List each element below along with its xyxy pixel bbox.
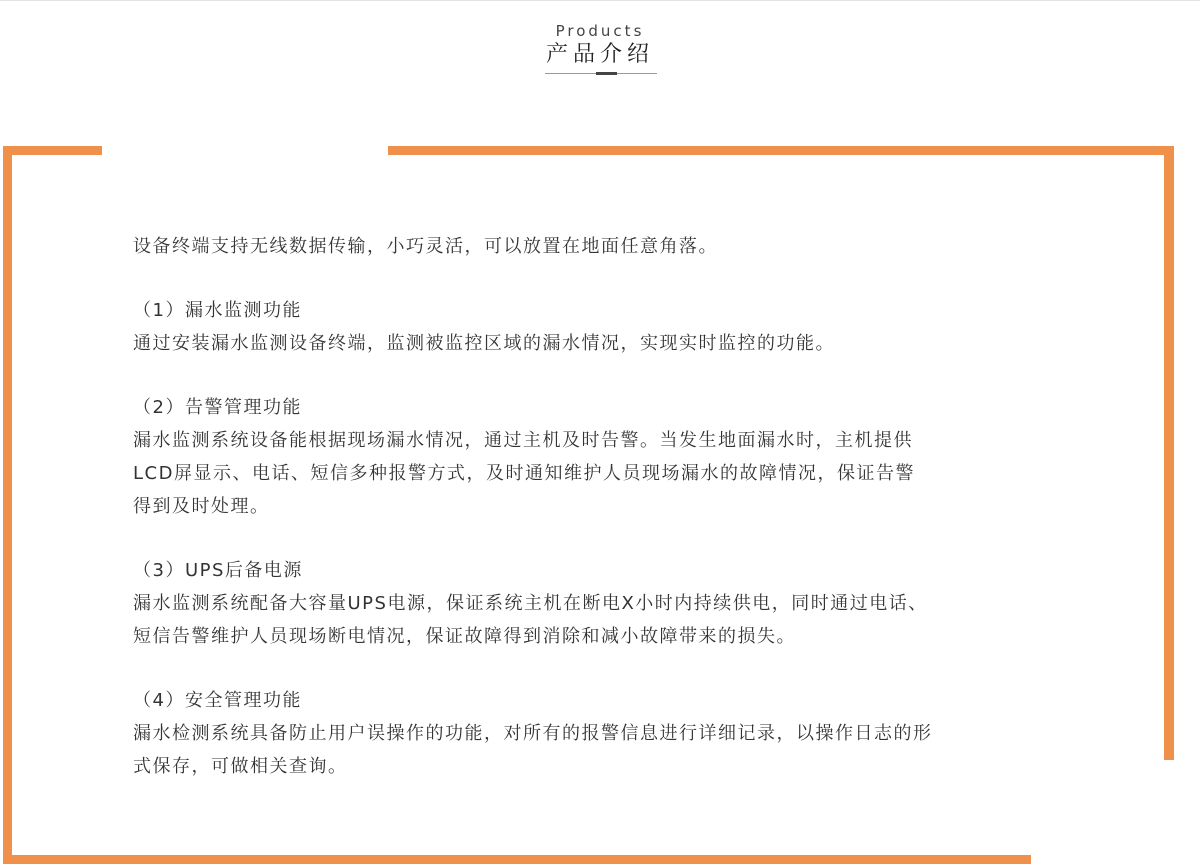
section-line: 漏水监测系统设备能根据现场漏水情况，通过主机及时告警。当发生地面漏水时，主机提供 xyxy=(133,430,913,451)
header-underline-accent xyxy=(596,72,617,75)
frame-right-bar xyxy=(1164,146,1174,760)
header-title-cn: 产品介绍 xyxy=(545,42,654,67)
section-heading: （1）漏水监测功能 xyxy=(133,300,302,321)
feature-section-ups-power xyxy=(133,554,1063,653)
section-line: 短信告警维护人员现场断电情况，保证故障得到消除和减小故障带来的损失。 xyxy=(133,626,796,647)
section-line: 得到及时处理。 xyxy=(133,496,270,517)
feature-section-security-management xyxy=(133,684,1063,783)
section-line: 漏水检测系统具备防止用户误操作的功能，对所有的报警信息进行详细记录，以操作日志的形 xyxy=(133,723,933,744)
frame-top-right-bar xyxy=(388,146,1174,155)
section-header xyxy=(0,22,1200,69)
feature-section-alarm-management xyxy=(133,391,1063,523)
section-line: LCD屏显示、电话、短信多种报警方式，及时通知维护人员现场漏水的故障情况，保证告警 xyxy=(133,463,915,484)
section-heading: （4）安全管理功能 xyxy=(133,690,302,711)
section-line: 漏水监测系统配备大容量UPS电源，保证系统主机在断电X小时内持续供电，同时通过电话、 xyxy=(133,593,928,614)
frame-bottom-bar xyxy=(3,855,1031,864)
frame-top-left-bar xyxy=(3,146,102,155)
frame-left-bar xyxy=(3,146,12,863)
section-line: 通过安装漏水监测设备终端，监测被监控区域的漏水情况，实现实时监控的功能。 xyxy=(133,333,835,354)
top-divider xyxy=(0,0,1200,1)
feature-section-leak-monitoring xyxy=(133,294,1063,360)
section-line: 式保存，可做相关查询。 xyxy=(133,756,348,777)
product-description xyxy=(133,230,1063,783)
intro-paragraph: 设备终端支持无线数据传输，小巧灵活，可以放置在地面任意角落。 xyxy=(133,236,718,257)
header-title-en: Products xyxy=(555,22,645,40)
section-heading: （2）告警管理功能 xyxy=(133,397,302,418)
section-heading: （3）UPS后备电源 xyxy=(133,560,303,581)
